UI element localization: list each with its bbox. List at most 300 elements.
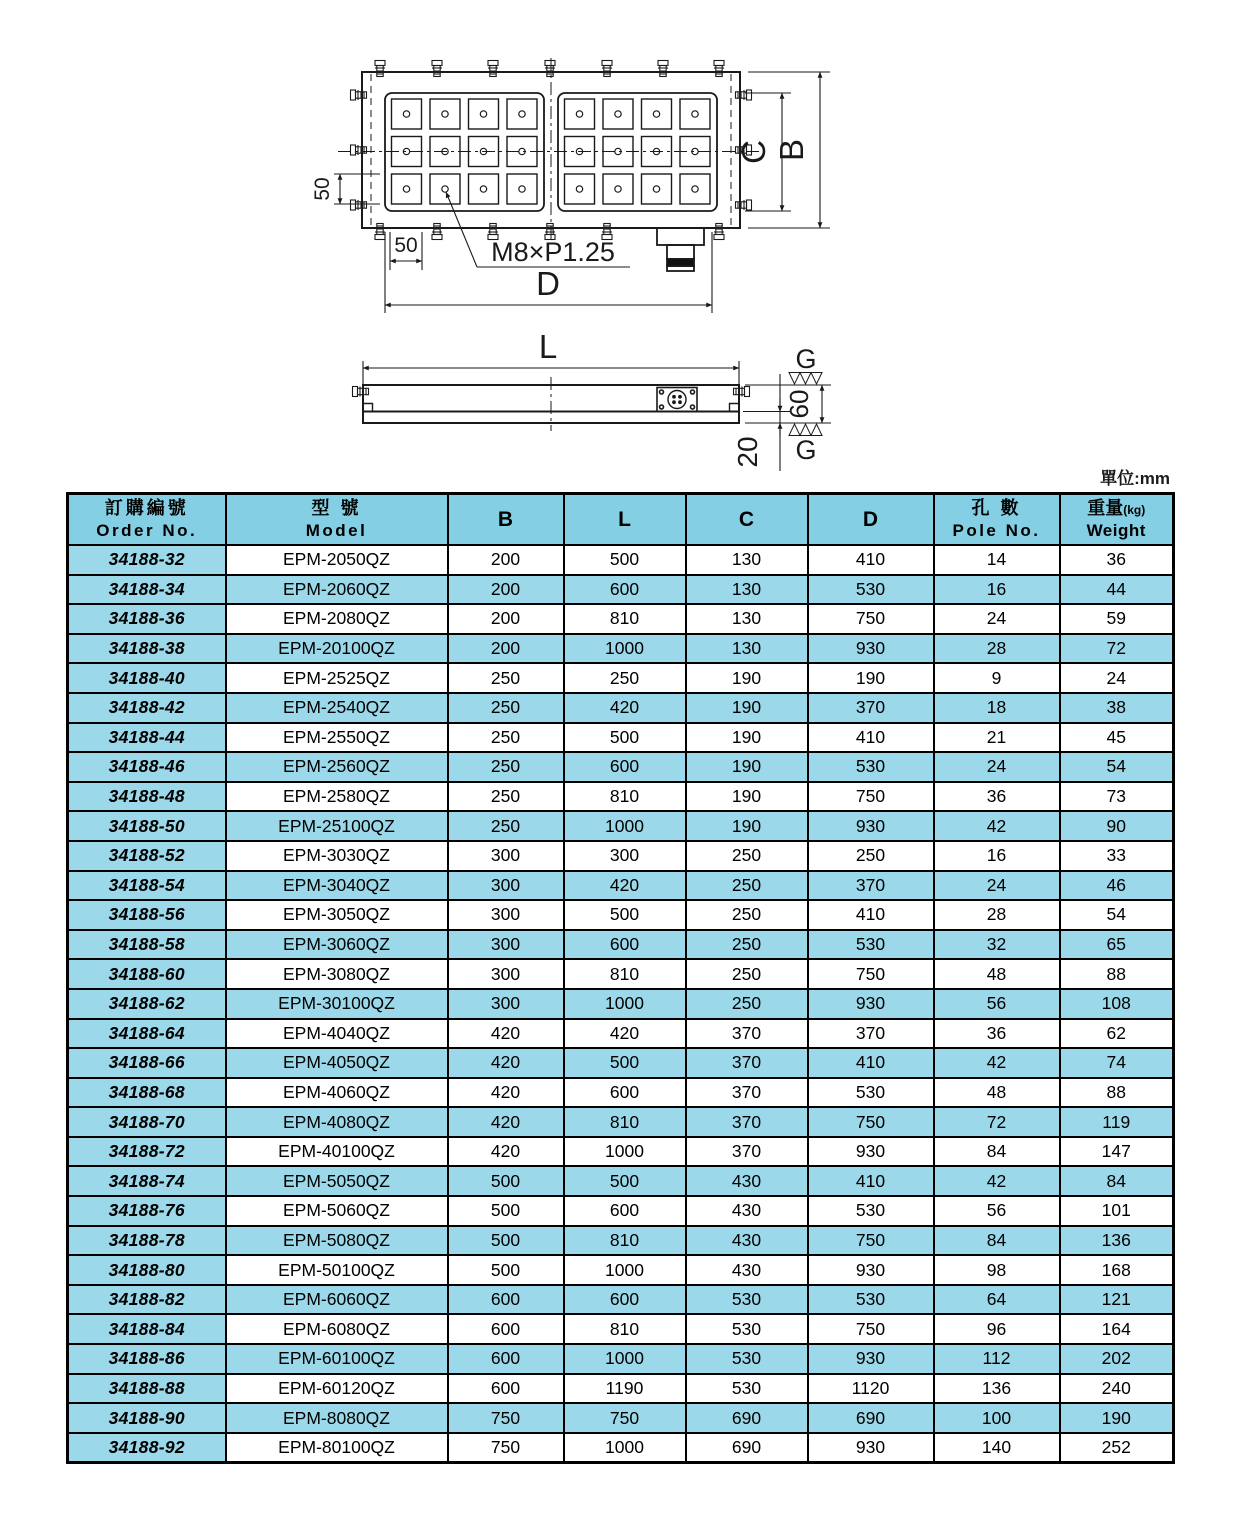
- pole-no-cell: 112: [934, 1344, 1060, 1374]
- dim-b-cell: 300: [448, 930, 564, 960]
- model-cell: EPM-3040QZ: [226, 871, 448, 901]
- pole-no-header-zh: 孔 數: [971, 497, 1022, 518]
- side-view: [353, 328, 832, 471]
- weight-cell: 90: [1060, 811, 1174, 841]
- dim-c-cell: 690: [686, 1433, 808, 1463]
- weight-header-unit: (kg): [1123, 502, 1146, 517]
- dim-c-cell: 430: [686, 1166, 808, 1196]
- col-header-weight: [1060, 494, 1174, 546]
- dim-l-cell: 600: [564, 752, 686, 782]
- grind-symbol-top: [789, 373, 822, 385]
- pole-no-cell: 24: [934, 752, 1060, 782]
- dim-l-cell: 500: [564, 1048, 686, 1078]
- table-row: [68, 811, 1174, 841]
- weight-cell: 84: [1060, 1166, 1174, 1196]
- order-no-cell: 34188-44: [68, 723, 226, 753]
- order-no-cell: 34188-58: [68, 930, 226, 960]
- dim-c-cell: 370: [686, 1019, 808, 1049]
- dim-l-cell: 600: [564, 1196, 686, 1226]
- order-no-cell: 34188-86: [68, 1344, 226, 1374]
- dim-60-label: 60: [784, 389, 814, 419]
- pole-no-cell: 56: [934, 989, 1060, 1019]
- weight-cell: 121: [1060, 1285, 1174, 1315]
- model-cell: EPM-5060QZ: [226, 1196, 448, 1226]
- dim-d-cell: 410: [808, 723, 934, 753]
- dim-l-cell: 1000: [564, 1137, 686, 1167]
- dim-d-cell: 750: [808, 604, 934, 634]
- table-row: [68, 1403, 1174, 1433]
- dim-c-cell: 190: [686, 752, 808, 782]
- weight-cell: 136: [1060, 1226, 1174, 1256]
- dim-c-cell: 370: [686, 1137, 808, 1167]
- dim-20-label: 20: [732, 436, 763, 468]
- dim-b-cell: 200: [448, 575, 564, 605]
- table-row: [68, 1285, 1174, 1315]
- dim-d-cell: 370: [808, 693, 934, 723]
- dim-d-cell: 370: [808, 871, 934, 901]
- dim-b-cell: 500: [448, 1226, 564, 1256]
- model-cell: EPM-2050QZ: [226, 545, 448, 575]
- weight-cell: 190: [1060, 1403, 1174, 1433]
- grind-symbol-bottom: [789, 424, 822, 436]
- table-row: [68, 1107, 1174, 1137]
- dim-d-cell: 530: [808, 930, 934, 960]
- dim-c-cell: 530: [686, 1344, 808, 1374]
- col-header-d: D: [808, 494, 934, 546]
- model-cell: EPM-2540QZ: [226, 693, 448, 723]
- pole-no-cell: 56: [934, 1196, 1060, 1226]
- pole-no-cell: 16: [934, 841, 1060, 871]
- dim-b-cell: 300: [448, 989, 564, 1019]
- dim-b-cell: 600: [448, 1314, 564, 1344]
- dim-b-cell: 600: [448, 1285, 564, 1315]
- order-no-cell: 34188-80: [68, 1255, 226, 1285]
- spec-table: [66, 492, 1175, 1464]
- dim-l-cell: 1000: [564, 1433, 686, 1463]
- dim-l-cell: 810: [564, 1107, 686, 1137]
- model-cell: EPM-2080QZ: [226, 604, 448, 634]
- dim-50-horizontal-label: 50: [394, 234, 418, 257]
- pole-no-cell: 48: [934, 1078, 1060, 1108]
- table-row: [68, 782, 1174, 812]
- weight-cell: 44: [1060, 575, 1174, 605]
- dim-c-cell: 250: [686, 959, 808, 989]
- pole-no-cell: 140: [934, 1433, 1060, 1463]
- dim-l-cell: 600: [564, 575, 686, 605]
- table-row: [68, 1433, 1174, 1463]
- weight-cell: 88: [1060, 959, 1174, 989]
- order-no-cell: 34188-34: [68, 575, 226, 605]
- dim-c-cell: 190: [686, 693, 808, 723]
- weight-cell: 88: [1060, 1078, 1174, 1108]
- table-row: [68, 841, 1174, 871]
- table-row: [68, 1019, 1174, 1049]
- model-cell: EPM-80100QZ: [226, 1433, 448, 1463]
- pole-no-cell: 84: [934, 1137, 1060, 1167]
- dim-50-vertical-label: 50: [311, 177, 334, 201]
- model-cell: EPM-4040QZ: [226, 1019, 448, 1049]
- dim-l-label: L: [538, 328, 558, 365]
- dim-d-cell: 930: [808, 1137, 934, 1167]
- order-no-header-zh: 訂購編號: [104, 497, 189, 518]
- dim-c-cell: 130: [686, 545, 808, 575]
- top-view: [311, 58, 830, 313]
- dim-d-cell: 930: [808, 1344, 934, 1374]
- col-header-b: B: [448, 494, 564, 546]
- table-row: [68, 1344, 1174, 1374]
- model-cell: EPM-6080QZ: [226, 1314, 448, 1344]
- dim-d-cell: 250: [808, 841, 934, 871]
- table-row: [68, 1255, 1174, 1285]
- weight-cell: 108: [1060, 989, 1174, 1019]
- table-row: [68, 1226, 1174, 1256]
- order-no-cell: 34188-54: [68, 871, 226, 901]
- dim-d-cell: 530: [808, 1078, 934, 1108]
- dim-c-cell: 690: [686, 1403, 808, 1433]
- order-no-cell: 34188-84: [68, 1314, 226, 1344]
- model-cell: EPM-3080QZ: [226, 959, 448, 989]
- dim-d-cell: 410: [808, 545, 934, 575]
- weight-cell: 168: [1060, 1255, 1174, 1285]
- dim-l-cell: 300: [564, 841, 686, 871]
- pole-no-cell: 16: [934, 575, 1060, 605]
- order-no-cell: 34188-32: [68, 545, 226, 575]
- pole-no-cell: 28: [934, 900, 1060, 930]
- thread-callout-label: M8×P1.25: [491, 237, 615, 267]
- order-no-cell: 34188-90: [68, 1403, 226, 1433]
- unit-note: 單位:mm: [1100, 469, 1170, 488]
- weight-cell: 54: [1060, 752, 1174, 782]
- dim-b-cell: 250: [448, 752, 564, 782]
- model-cell: EPM-2060QZ: [226, 575, 448, 605]
- model-cell: EPM-6060QZ: [226, 1285, 448, 1315]
- dim-c-cell: 130: [686, 575, 808, 605]
- dim-l-cell: 810: [564, 959, 686, 989]
- dim-b-cell: 200: [448, 545, 564, 575]
- col-header-c: C: [686, 494, 808, 546]
- col-header-pole-no: [934, 494, 1060, 546]
- dim-l-cell: 600: [564, 1285, 686, 1315]
- pole-no-cell: 84: [934, 1226, 1060, 1256]
- dim-l-cell: 500: [564, 723, 686, 753]
- pole-no-cell: 36: [934, 782, 1060, 812]
- col-header-order-no: [68, 494, 226, 546]
- model-cell: EPM-3050QZ: [226, 900, 448, 930]
- dim-c-label: C: [735, 140, 772, 164]
- dim-b-cell: 420: [448, 1137, 564, 1167]
- dim-d-cell: 410: [808, 1048, 934, 1078]
- dim-b-cell: 750: [448, 1403, 564, 1433]
- dim-c-cell: 370: [686, 1078, 808, 1108]
- dim-c-cell: 190: [686, 782, 808, 812]
- dim-c-cell: 250: [686, 930, 808, 960]
- weight-cell: 164: [1060, 1314, 1174, 1344]
- dim-b-cell: 250: [448, 782, 564, 812]
- order-no-cell: 34188-72: [68, 1137, 226, 1167]
- grind-top-label: G: [795, 344, 817, 374]
- pole-no-cell: 24: [934, 871, 1060, 901]
- model-cell: EPM-20100QZ: [226, 634, 448, 664]
- dim-b-cell: 250: [448, 723, 564, 753]
- weight-cell: 240: [1060, 1374, 1174, 1404]
- weight-cell: 24: [1060, 663, 1174, 693]
- dim-c-cell: 430: [686, 1255, 808, 1285]
- order-no-cell: 34188-42: [68, 693, 226, 723]
- dim-c-cell: 370: [686, 1107, 808, 1137]
- order-no-cell: 34188-52: [68, 841, 226, 871]
- dim-b-cell: 300: [448, 871, 564, 901]
- order-no-cell: 34188-48: [68, 782, 226, 812]
- table-row: [68, 930, 1174, 960]
- order-no-cell: 34188-82: [68, 1285, 226, 1315]
- table-row: [68, 1374, 1174, 1404]
- order-no-cell: 34188-64: [68, 1019, 226, 1049]
- dim-b-cell: 250: [448, 693, 564, 723]
- dim-b-cell: 250: [448, 811, 564, 841]
- dim-l-cell: 1000: [564, 1255, 686, 1285]
- dim-b-cell: 420: [448, 1078, 564, 1108]
- pole-no-cell: 48: [934, 959, 1060, 989]
- order-no-cell: 34188-74: [68, 1166, 226, 1196]
- order-no-cell: 34188-78: [68, 1226, 226, 1256]
- col-header-l: L: [564, 494, 686, 546]
- dim-b-cell: 500: [448, 1255, 564, 1285]
- model-cell: EPM-25100QZ: [226, 811, 448, 841]
- dim-d-cell: 750: [808, 1314, 934, 1344]
- order-no-cell: 34188-56: [68, 900, 226, 930]
- model-cell: EPM-60120QZ: [226, 1374, 448, 1404]
- dim-l-cell: 600: [564, 1078, 686, 1108]
- dim-b-cell: 420: [448, 1107, 564, 1137]
- weight-header-en: Weight: [1086, 521, 1146, 541]
- dim-l-cell: 1000: [564, 989, 686, 1019]
- dim-l-cell: 500: [564, 1166, 686, 1196]
- weight-cell: 33: [1060, 841, 1174, 871]
- dim-l-cell: 810: [564, 604, 686, 634]
- order-no-header-en: Order No.: [96, 521, 198, 541]
- table-row: [68, 1048, 1174, 1078]
- table-row: [68, 575, 1174, 605]
- technical-drawing: [0, 0, 1240, 490]
- table-row: [68, 900, 1174, 930]
- order-no-cell: 34188-40: [68, 663, 226, 693]
- dim-l-cell: 250: [564, 663, 686, 693]
- dim-c-cell: 130: [686, 634, 808, 664]
- table-row: [68, 663, 1174, 693]
- dim-b-cell: 200: [448, 604, 564, 634]
- weight-cell: 59: [1060, 604, 1174, 634]
- weight-cell: 46: [1060, 871, 1174, 901]
- table-row: [68, 959, 1174, 989]
- dim-b-cell: 300: [448, 900, 564, 930]
- dim-c-cell: 530: [686, 1314, 808, 1344]
- dim-c-cell: 530: [686, 1374, 808, 1404]
- dim-l-cell: 420: [564, 693, 686, 723]
- table-row: [68, 604, 1174, 634]
- table-row: [68, 1137, 1174, 1167]
- model-cell: EPM-2560QZ: [226, 752, 448, 782]
- model-cell: EPM-2525QZ: [226, 663, 448, 693]
- table-row: [68, 1166, 1174, 1196]
- model-cell: EPM-4050QZ: [226, 1048, 448, 1078]
- model-cell: EPM-3060QZ: [226, 930, 448, 960]
- dim-l-cell: 1190: [564, 1374, 686, 1404]
- dim-d-cell: 410: [808, 900, 934, 930]
- model-cell: EPM-5080QZ: [226, 1226, 448, 1256]
- dim-l-cell: 810: [564, 1314, 686, 1344]
- dim-l-cell: 500: [564, 545, 686, 575]
- dim-b-cell: 600: [448, 1344, 564, 1374]
- dim-l-cell: 420: [564, 1019, 686, 1049]
- dim-l-cell: 750: [564, 1403, 686, 1433]
- weight-cell: 252: [1060, 1433, 1174, 1463]
- pole-no-cell: 96: [934, 1314, 1060, 1344]
- pole-no-cell: 32: [934, 930, 1060, 960]
- dim-c-cell: 430: [686, 1196, 808, 1226]
- order-no-cell: 34188-46: [68, 752, 226, 782]
- model-cell: EPM-4060QZ: [226, 1078, 448, 1108]
- table-row: [68, 1314, 1174, 1344]
- model-cell: EPM-3030QZ: [226, 841, 448, 871]
- dim-l-cell: 1000: [564, 811, 686, 841]
- weight-cell: 62: [1060, 1019, 1174, 1049]
- weight-cell: 119: [1060, 1107, 1174, 1137]
- dim-b-cell: 420: [448, 1048, 564, 1078]
- dim-b-cell: 300: [448, 841, 564, 871]
- order-no-cell: 34188-76: [68, 1196, 226, 1226]
- dim-d-label: D: [536, 265, 560, 302]
- dim-d-cell: 750: [808, 1107, 934, 1137]
- weight-cell: 72: [1060, 634, 1174, 664]
- model-header-zh: 型 號: [311, 497, 362, 518]
- dim-50-vertical: [334, 174, 380, 204]
- dim-l-cell: 810: [564, 782, 686, 812]
- table-header-row: [68, 494, 1174, 546]
- dim-d-cell: 930: [808, 989, 934, 1019]
- weight-cell: 74: [1060, 1048, 1174, 1078]
- model-cell: EPM-4080QZ: [226, 1107, 448, 1137]
- dim-c-cell: 530: [686, 1285, 808, 1315]
- dim-b-cell: 250: [448, 663, 564, 693]
- model-cell: EPM-40100QZ: [226, 1137, 448, 1167]
- order-no-cell: 34188-62: [68, 989, 226, 1019]
- pole-no-cell: 100: [934, 1403, 1060, 1433]
- table-row: [68, 545, 1174, 575]
- connector-side-view: [657, 388, 697, 412]
- dim-l-cell: 810: [564, 1226, 686, 1256]
- dim-l-cell: 1000: [564, 1344, 686, 1374]
- pole-no-cell: 42: [934, 811, 1060, 841]
- pole-no-cell: 98: [934, 1255, 1060, 1285]
- dim-d-cell: 410: [808, 1166, 934, 1196]
- order-no-cell: 34188-92: [68, 1433, 226, 1463]
- pole-no-cell: 21: [934, 723, 1060, 753]
- dim-d-cell: 930: [808, 1255, 934, 1285]
- model-cell: EPM-5050QZ: [226, 1166, 448, 1196]
- pole-no-cell: 24: [934, 604, 1060, 634]
- model-cell: EPM-30100QZ: [226, 989, 448, 1019]
- weight-cell: 147: [1060, 1137, 1174, 1167]
- dim-c-cell: 190: [686, 723, 808, 753]
- pole-no-cell: 136: [934, 1374, 1060, 1404]
- model-cell: EPM-50100QZ: [226, 1255, 448, 1285]
- dim-d-cell: 750: [808, 1226, 934, 1256]
- dim-b-label: B: [773, 138, 810, 162]
- dim-d-cell: 530: [808, 1285, 934, 1315]
- pole-no-cell: 42: [934, 1166, 1060, 1196]
- table-row: [68, 989, 1174, 1019]
- weight-cell: 38: [1060, 693, 1174, 723]
- weight-cell: 36: [1060, 545, 1174, 575]
- grind-bottom-label: G: [795, 435, 817, 465]
- order-no-cell: 34188-70: [68, 1107, 226, 1137]
- dim-l-cell: 420: [564, 871, 686, 901]
- dim-b-cell: 750: [448, 1433, 564, 1463]
- weight-cell: 202: [1060, 1344, 1174, 1374]
- dim-c-cell: 250: [686, 841, 808, 871]
- weight-cell: 65: [1060, 930, 1174, 960]
- order-no-cell: 34188-68: [68, 1078, 226, 1108]
- pole-no-cell: 72: [934, 1107, 1060, 1137]
- dim-d-cell: 930: [808, 634, 934, 664]
- dim-c-cell: 190: [686, 811, 808, 841]
- dim-b-cell: 500: [448, 1196, 564, 1226]
- dim-c-cell: 370: [686, 1048, 808, 1078]
- dim-l-cell: 500: [564, 900, 686, 930]
- model-cell: EPM-2550QZ: [226, 723, 448, 753]
- model-cell: EPM-60100QZ: [226, 1344, 448, 1374]
- col-header-model: [226, 494, 448, 546]
- pole-no-cell: 9: [934, 663, 1060, 693]
- pole-no-cell: 42: [934, 1048, 1060, 1078]
- spec-table-body: [68, 545, 1174, 1463]
- dim-d-cell: 1120: [808, 1374, 934, 1404]
- dim-c-cell: 190: [686, 663, 808, 693]
- dim-b-cell: 500: [448, 1166, 564, 1196]
- table-row: [68, 693, 1174, 723]
- pole-no-header-en: Pole No.: [952, 521, 1041, 541]
- dim-d-cell: 190: [808, 663, 934, 693]
- table-row: [68, 871, 1174, 901]
- weight-cell: 73: [1060, 782, 1174, 812]
- weight-cell: 101: [1060, 1196, 1174, 1226]
- dim-b-cell: 300: [448, 959, 564, 989]
- table-row: [68, 723, 1174, 753]
- dim-d-cell: 750: [808, 959, 934, 989]
- pole-no-cell: 14: [934, 545, 1060, 575]
- weight-header-zh: 重量: [1087, 497, 1124, 518]
- connector-top-view: [657, 228, 704, 271]
- weight-cell: 45: [1060, 723, 1174, 753]
- dim-c-cell: 250: [686, 989, 808, 1019]
- pole-no-cell: 36: [934, 1019, 1060, 1049]
- dim-d-cell: 530: [808, 752, 934, 782]
- dim-d-cell: 530: [808, 1196, 934, 1226]
- dim-c-cell: 250: [686, 900, 808, 930]
- pole-no-cell: 18: [934, 693, 1060, 723]
- table-row: [68, 634, 1174, 664]
- dim-b-cell: 600: [448, 1374, 564, 1404]
- dim-c-cell: 430: [686, 1226, 808, 1256]
- dim-l-cell: 600: [564, 930, 686, 960]
- dim-b-cell: 420: [448, 1019, 564, 1049]
- order-no-cell: 34188-60: [68, 959, 226, 989]
- dim-d-cell: 530: [808, 575, 934, 605]
- weight-cell: 54: [1060, 900, 1174, 930]
- order-no-cell: 34188-50: [68, 811, 226, 841]
- dim-d-cell: 750: [808, 782, 934, 812]
- model-cell: EPM-8080QZ: [226, 1403, 448, 1433]
